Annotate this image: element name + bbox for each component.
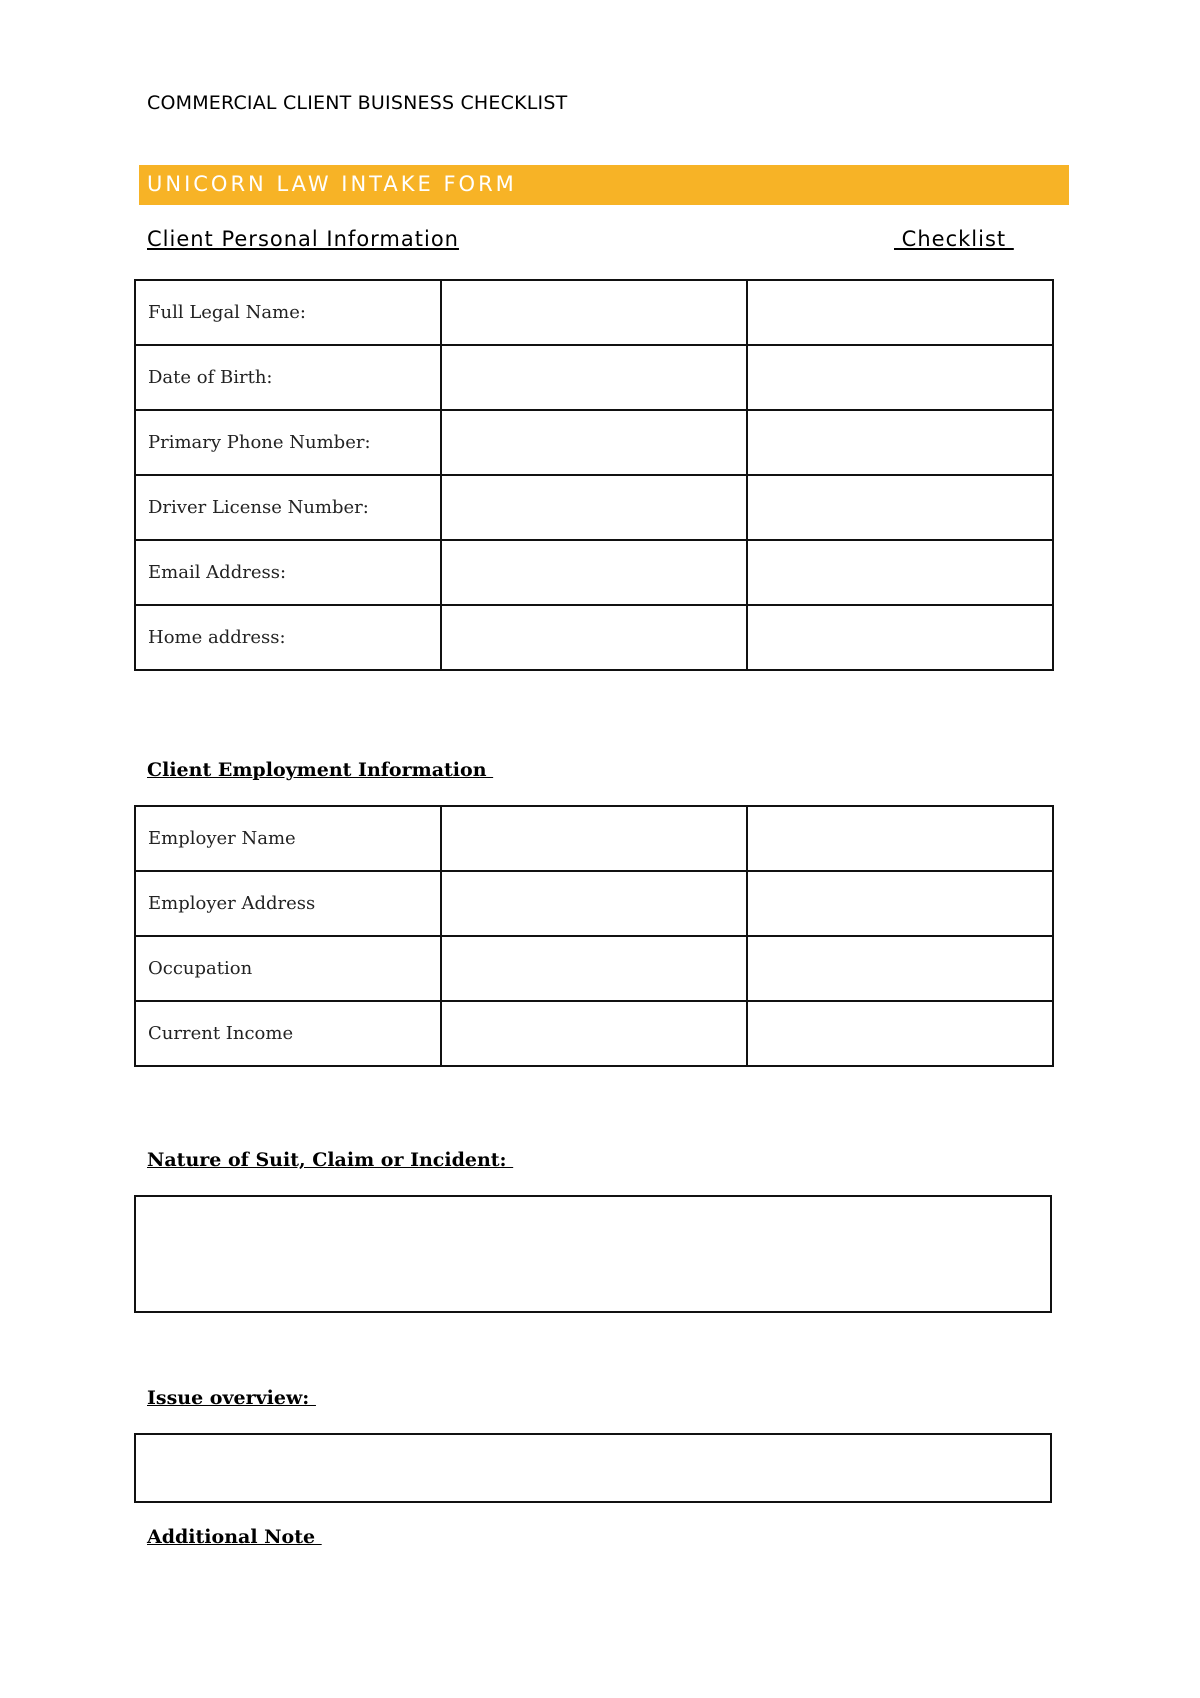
banner-title: UNICORN LAW INTAKE FORM [147, 172, 517, 196]
table-row [135, 475, 1053, 540]
value-cell[interactable] [441, 605, 747, 670]
table-row [135, 345, 1053, 410]
row-label: Driver License Number: [135, 475, 441, 540]
checklist-cell[interactable] [747, 936, 1053, 1001]
checklist-cell[interactable] [747, 1001, 1053, 1066]
checklist-heading: Checklist [894, 227, 1014, 251]
checklist-cell[interactable] [747, 540, 1053, 605]
table-row [135, 806, 1053, 871]
form-banner [139, 165, 1069, 205]
table-row [135, 936, 1053, 1001]
value-cell[interactable] [441, 871, 747, 936]
row-label: Primary Phone Number: [135, 410, 441, 475]
row-label: Employer Address [135, 871, 441, 936]
nature-of-suit-box[interactable] [134, 1195, 1052, 1313]
personal-info-table [134, 279, 1054, 671]
checklist-cell[interactable] [747, 871, 1053, 936]
row-label: Email Address: [135, 540, 441, 605]
table-row [135, 1001, 1053, 1066]
checklist-cell[interactable] [747, 410, 1053, 475]
row-label: Employer Name [135, 806, 441, 871]
employment-info-table [134, 805, 1054, 1067]
issue-overview-heading: Issue overview: [147, 1387, 316, 1409]
table-row [135, 540, 1053, 605]
row-label: Occupation [135, 936, 441, 1001]
nature-of-suit-heading: Nature of Suit, Claim or Incident: [147, 1149, 514, 1171]
row-label: Full Legal Name: [135, 280, 441, 345]
employment-info-heading: Client Employment Information [147, 759, 494, 781]
checklist-cell[interactable] [747, 345, 1053, 410]
row-label: Date of Birth: [135, 345, 441, 410]
value-cell[interactable] [441, 280, 747, 345]
personal-info-heading: Client Personal Information [147, 227, 459, 251]
checklist-cell[interactable] [747, 475, 1053, 540]
value-cell[interactable] [441, 410, 747, 475]
table-row [135, 871, 1053, 936]
value-cell[interactable] [441, 806, 747, 871]
document-title: COMMERCIAL CLIENT BUISNESS CHECKLIST [147, 92, 568, 114]
row-label: Home address: [135, 605, 441, 670]
issue-overview-box[interactable] [134, 1433, 1052, 1503]
value-cell[interactable] [441, 540, 747, 605]
table-row [135, 410, 1053, 475]
value-cell[interactable] [441, 1001, 747, 1066]
table-row [135, 280, 1053, 345]
value-cell[interactable] [441, 475, 747, 540]
value-cell[interactable] [441, 936, 747, 1001]
row-label: Current Income [135, 1001, 441, 1066]
checklist-cell[interactable] [747, 605, 1053, 670]
table-row [135, 605, 1053, 670]
additional-note-heading: Additional Note [147, 1526, 322, 1548]
value-cell[interactable] [441, 345, 747, 410]
checklist-cell[interactable] [747, 806, 1053, 871]
checklist-cell[interactable] [747, 280, 1053, 345]
